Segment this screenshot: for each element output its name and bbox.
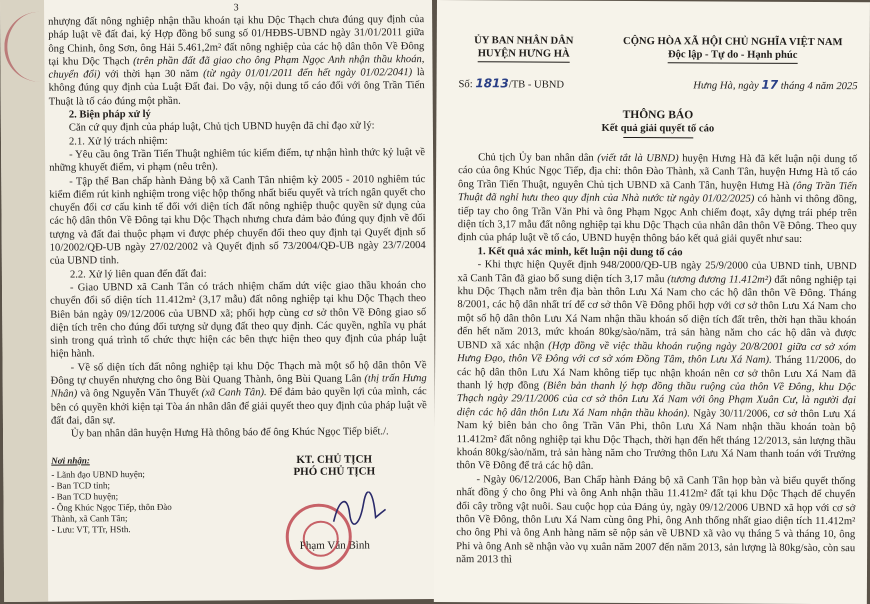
- authority-line-1: ỦY BAN NHÂN DÂN: [474, 35, 574, 47]
- page-number: 3: [233, 2, 239, 14]
- paragraph-request-review: - Yêu cầu ông Trần Tiến Thuật nghiêm túc kiểm điểm, tự nhận hình thức kỷ luật về những khuyết điểm, vi phạm (nêu trên).: [49, 147, 426, 174]
- title-divider: [623, 137, 693, 138]
- paragraph-intro: Chủ tịch Ủy ban nhân dân (viết tắt là UBND) huyện Hưng Hà đã kết luận nội dung tố cáo của ông Khúc Ngọc Tiếp, địa chỉ: thôn Đào Thành, xã Canh Tân, huyện Hưng Hà tố cáo ông Trần Tiến Thuật, nguyên Chủ tịch UBND xã Canh Tân, huyện Hưng Hà (ông Trần Tiến Thuật đã nghỉ hưu theo quy định của Nhà nước từ ngày 01/02/2025) có hành vi thông đồng, tiếp tay cho ông Trần Văn Phi và ông Phạm Ngọc Anh chiếm đoạt, xây dựng trái phép trên diện tích 3,17 mẫu đất nông nghiệp tại khu Dộc Thạch của nhân dân thôn Về Đông. Theo quy định của pháp luật về tố cáo, UBND huyện thông báo kết quả giải quyết như sau:: [457, 152, 858, 246]
- issuing-authority: [459, 34, 589, 63]
- paragraph-conclusion: nhượng đất nông nghiệp nhận thầu khoán tại khu Dộc Thạch chưa đúng quy định của pháp luật về đất đai, ký Hợp đồng bổ sung số 01/HĐBS-UBND ngày 31/01/2011 giữa ông Chinh, ông Sơn, ông Hải 5.461,2m² đất nông nghiệp của các hộ dân thôn Về Đông tại khu Dộc Thạch (trên phần đất đã giao cho ông Phạm Ngọc Anh nhận thầu khoán, chuyển đổi) với thời hạn 30 năm (từ ngày 01/01/2011 đến hết ngày 01/02/2041) là không đúng quy định của Luật Đất đai. Do vậy, nội dung tố cáo đối với ông Trần Tiến Thuật là tố cáo đúng một phần.: [48, 14, 425, 108]
- national-title: CỘNG HÒA XÃ HỘI CHỦ NGHĨA VIỆT NAM: [623, 35, 843, 49]
- paragraph-basis: Căn cứ quy định của pháp luật, Chủ tịch UBND huyện đã chỉ đạo xử lý:: [68, 120, 375, 134]
- recipient-item: - Ông Khúc Ngọc Tiếp, thôn Đào Thành, xã Canh Tân;: [51, 501, 172, 524]
- handwritten-signature-icon: [329, 491, 389, 531]
- paragraph-land-transfer: - Về số diện tích đất nông nghiệp tại khu Dộc Thạch mà một số hộ dân thôn Về Đông tự chuyển nhượng cho ông Bùi Quang Thành, ông Bùi Quang Lân (thị trấn Hưng Nhân) và ông Nguyễn Văn Thuyết (xã Canh Tân). Để đảm bảo quyền lợi của mình, các bên có quyền khởi kiện tại Tòa án nhân dân để giải quyết theo quy định của pháp luật về đất đai, dân sự.: [50, 359, 427, 427]
- number-date-row: [459, 76, 858, 92]
- signer-name: Phạm Văn Bình: [299, 538, 370, 552]
- right-document-page: [434, 0, 870, 604]
- document-date: Hưng Hà, ngày 17 tháng 4 năm 2025: [693, 77, 858, 93]
- national-slogan: Độc lập - Tự do - Hạnh phúc: [668, 48, 798, 64]
- document-title: THÔNG BÁO: [622, 108, 694, 122]
- recipient-item: - Ban TCD tỉnh;: [51, 479, 111, 491]
- document-subtitle: Kết quả giải quyết tố cáo: [601, 122, 715, 135]
- paragraph-party-meeting: - Ngày 06/12/2006, Ban Chấp hành Đảng bộ xã Canh Tân họp bàn và biểu quyết thống nhất đồng ý cho ông Phi và ông Anh nhận thầu 11.412m² đất tại khu Dộc Thạch để chuyển đổi cây trồng vật nuôi. Sau cuộc họp của Đảng ủy, ngày 09/12/2006 UBND xã họp với cơ sở thôn Về Đông, thôn Lưu Xá Nam cùng ông Phi, ông Anh thống nhất giao diện tích 11.412m² cho ông Phi và ông Anh hàng năm sẽ nộp sản về UBND xã vào vụ tháng 5 và tháng 10, ông Phi và ông Anh sẽ nhận vào vụ xuân năm 2007 đến năm 2013, sản lượng là 80kg/sào, còn sau năm 2013 thì: [456, 473, 856, 566]
- left-page-body: [0, 0, 436, 553]
- recipient-item: - Lãnh đạo UBND huyện;: [51, 468, 145, 480]
- national-motto: [608, 35, 858, 64]
- signature-block: [191, 453, 428, 553]
- document-number: Số: 1813/TB - UBND: [458, 76, 565, 91]
- signature-row: [51, 453, 428, 554]
- heading-land: 2.2. Xử lý liên quan đến đất đai:: [69, 268, 207, 281]
- recipients-block: [51, 454, 192, 553]
- signature-title-2: PHÓ CHỦ TỊCH: [293, 464, 376, 478]
- left-document-page: [0, 0, 436, 602]
- recipients-heading: Nơi nhận:: [51, 454, 90, 466]
- paragraph-land-history: - Khi thực hiện Quyết định 948/2000/QĐ-UB ngày 25/9/2000 của UBND tỉnh, UBND xã Canh Tân đã giao bổ sung diện tích 3,17 mẫu (tương đương 11.412m²) đất nông nghiệp tại khu Dộc Thạch nằm trên địa bàn thôn Lưu Xá Nam cho các hộ dân thôn Về Đông. Tháng 8/2001, các hộ dân nhất trí để cơ sở thôn Về Đông phối hợp với cơ sở thôn Lưu Xá Nam cho một số hộ dân thôn Lưu Xá Nam nhận thầu khoán số diện tích đất trên, thời hạn thầu khoán đến hết năm 2013, mức khoán 80kg/sào/năm, trả sản hàng năm cho các hộ dân và được UBND xã xác nhận (Hợp đồng về việc thầu khoán ruộng ngày 20/8/2001 giữa cơ sở xóm Hưng Đạo, thôn Về Đông với cơ sở xóm Đồng Tâm, thôn Lưu Xá Nam). Tháng 11/2006, do các hộ dân thôn Lưu Xá Nam không tiếp tục nhận khoán nên cơ sở thôn Lưu Xá Nam đã thanh lý hợp đồng (Biên bản thanh lý hợp đồng thầu ruộng của thôn Về Đông, khu Dộc Thạch ngày 29/11/2006 của cơ sở thôn Lưu Xá Nam với ông Phạm Xuân Cư, là người đại diện các hộ dân thôn Lưu Xá Nam nhận thầu khoán). Ngày 30/11/2006, cơ sở thôn Lưu Xá Nam ký biên bản cho ông Trần Văn Phi, thôn Lưu Xá Nam nhận thầu khoán toàn bộ 11.412m² đất nông nghiệp tại khu Dộc Thạch, thời hạn đến hết tháng 12/2013, sản lượng thầu khoán 80kg/sào/năm, trả sản hàng năm cho Trưởng thôn Lưu Xá Nam thanh toán với Trưởng thôn Về Đông để trả các hộ dân.: [456, 259, 857, 473]
- paragraph-party-committee: - Tập thể Ban chấp hành Đảng bộ xã Canh Tân nhiệm kỳ 2005 - 2010 nghiêm túc kiểm điểm rút kinh nghiệm trong việc hộp thống nhất biểu quyết và trích ngân quyết cho chuyển đổi cơ cấu kinh tế đối với diện tích đất nông nghiệp thuộc quyền sử dụng của các hộ dân thôn Về Đông tại khu Dộc Thạch nhưng chưa đảm bảo đúng quy định về đối tượng và đất đai thuộc phạm vi được phép chuyển đổi theo quy định tại Quyết định số 10/2002/QĐ-UB ngày 27/02/2002 và Quyết định số 73/2004/QĐ-UB ngày 23/7/2004 của UBND tỉnh.: [49, 173, 426, 268]
- right-page-body: [434, 0, 870, 569]
- heading-findings: 1. Kết quả xác minh, kết luận nội dung tố cáo: [477, 246, 683, 259]
- recipient-item: - Lưu: VT, TTr, HSth.: [51, 523, 131, 535]
- document-header: [459, 34, 858, 64]
- heading-responsibility: 2.1. Xử lý trách nhiệm:: [68, 135, 168, 148]
- signature-area: [241, 477, 427, 540]
- heading-measures: 2. Biện pháp xử lý: [68, 109, 151, 121]
- authority-line-2: HUYỆN HƯNG HÀ: [478, 47, 570, 62]
- signature-title-1: KT. CHỦ TỊCH: [296, 452, 373, 466]
- paragraph-notice: Ủy ban nhân dân huyện Hưng Hà thông báo để ông Khúc Ngọc Tiếp biết./.: [70, 426, 389, 440]
- paragraph-land-assignment: - Giao UBND xã Canh Tân có trách nhiệm chấm dứt việc giao thầu khoán cho chuyển đổi số diện tích 11.412m² (3,17 mẫu) đất nông nghiệp tại khu Dộc Thạch theo Biên bản ngày 09/12/2006 của UBND xã; phối hợp cùng cơ sở thôn Về Đông giao số diện tích trên cho đúng đối tượng sử dụng đất theo quy định. Các quyền, nghĩa vụ phát sinh trong quá trình tổ chức thực hiện các bên thực hiện theo quy định của pháp luật hiện hành.: [50, 279, 427, 361]
- recipient-item: - Ban TCD huyện;: [51, 490, 119, 502]
